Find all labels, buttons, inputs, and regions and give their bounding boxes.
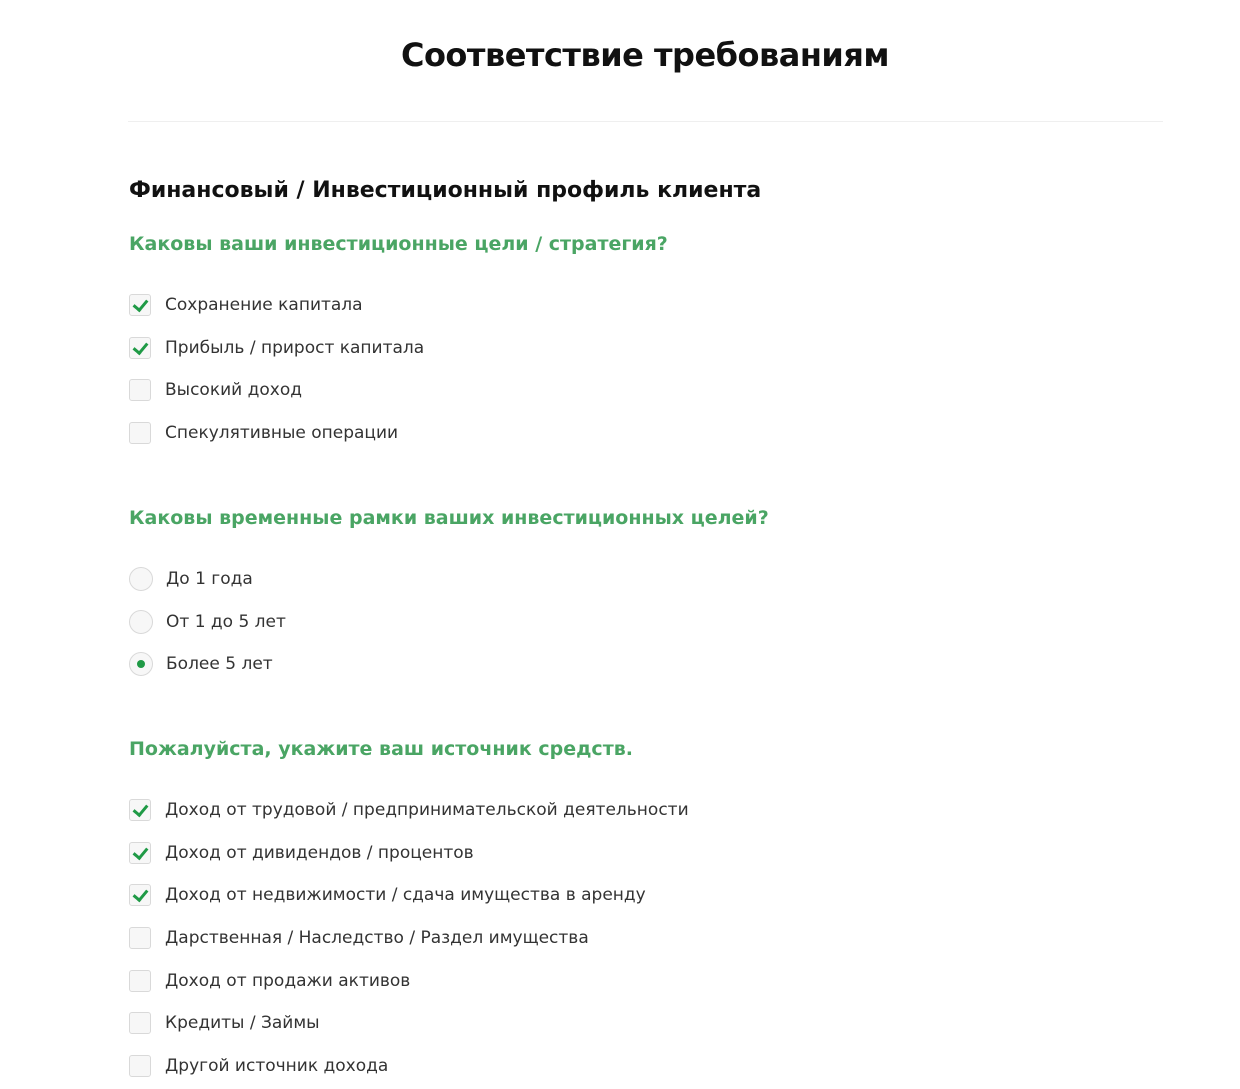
- timeframe-option-over-5-years[interactable]: [129, 643, 286, 686]
- goals-options: [129, 284, 424, 454]
- funds-options: [129, 789, 689, 1087]
- section-title: Финансовый / Инвестиционный профиль клиента: [129, 178, 762, 203]
- checkbox[interactable]: [129, 337, 151, 359]
- radio-button[interactable]: [129, 652, 153, 676]
- header-divider: [128, 121, 1163, 122]
- option-label: Более 5 лет: [166, 654, 273, 675]
- option-label: Доход от продажи активов: [165, 970, 411, 991]
- option-label: Доход от дивидендов / процентов: [165, 842, 474, 863]
- checkbox[interactable]: [129, 927, 151, 949]
- checkbox[interactable]: [129, 884, 151, 906]
- funds-option-loans[interactable]: [129, 1002, 689, 1045]
- checkbox[interactable]: [129, 842, 151, 864]
- funds-option-dividends[interactable]: [129, 832, 689, 875]
- page-title: Соответствие требованиям: [400, 36, 890, 74]
- option-label: Сохранение капитала: [165, 295, 363, 316]
- question-goals: Каковы ваши инвестиционные цели / стратегия?: [129, 233, 668, 255]
- option-label: Спекулятивные операции: [165, 423, 399, 444]
- radio-button[interactable]: [129, 567, 153, 591]
- radio-button[interactable]: [129, 610, 153, 634]
- funds-option-gift-inheritance[interactable]: [129, 917, 689, 960]
- option-label: От 1 до 5 лет: [166, 611, 286, 632]
- question-funds-source: Пожалуйста, укажите ваш источник средств.: [129, 738, 633, 760]
- checkbox[interactable]: [129, 422, 151, 444]
- checkbox[interactable]: [129, 1012, 151, 1034]
- checkbox[interactable]: [129, 379, 151, 401]
- funds-option-other[interactable]: [129, 1045, 689, 1088]
- option-label: Другой источник дохода: [165, 1055, 389, 1076]
- timeframe-option-under-1-year[interactable]: [129, 558, 286, 601]
- funds-option-real-estate[interactable]: [129, 874, 689, 917]
- checkbox[interactable]: [129, 799, 151, 821]
- checkbox[interactable]: [129, 1055, 151, 1077]
- timeframe-options: [129, 558, 286, 686]
- funds-option-asset-sale[interactable]: [129, 959, 689, 1002]
- question-timeframe: Каковы временные рамки ваших инвестиционных целей?: [129, 507, 769, 529]
- goal-option-speculative[interactable]: [129, 412, 424, 455]
- option-label: Прибыль / прирост капитала: [165, 337, 425, 358]
- funds-option-employment-income[interactable]: [129, 789, 689, 832]
- timeframe-option-1-to-5-years[interactable]: [129, 601, 286, 644]
- option-label: Доход от недвижимости / сдача имущества в аренду: [165, 885, 646, 906]
- goal-option-high-income[interactable]: [129, 369, 424, 412]
- option-label: До 1 года: [166, 569, 253, 590]
- checkbox[interactable]: [129, 970, 151, 992]
- checkbox[interactable]: [129, 294, 151, 316]
- goal-option-capital-preservation[interactable]: [129, 284, 424, 327]
- option-label: Дарственная / Наследство / Раздел имущества: [165, 928, 589, 949]
- option-label: Кредиты / Займы: [165, 1013, 320, 1034]
- option-label: Высокий доход: [165, 380, 302, 401]
- goal-option-capital-growth[interactable]: [129, 327, 424, 370]
- option-label: Доход от трудовой / предпринимательской деятельности: [165, 800, 689, 821]
